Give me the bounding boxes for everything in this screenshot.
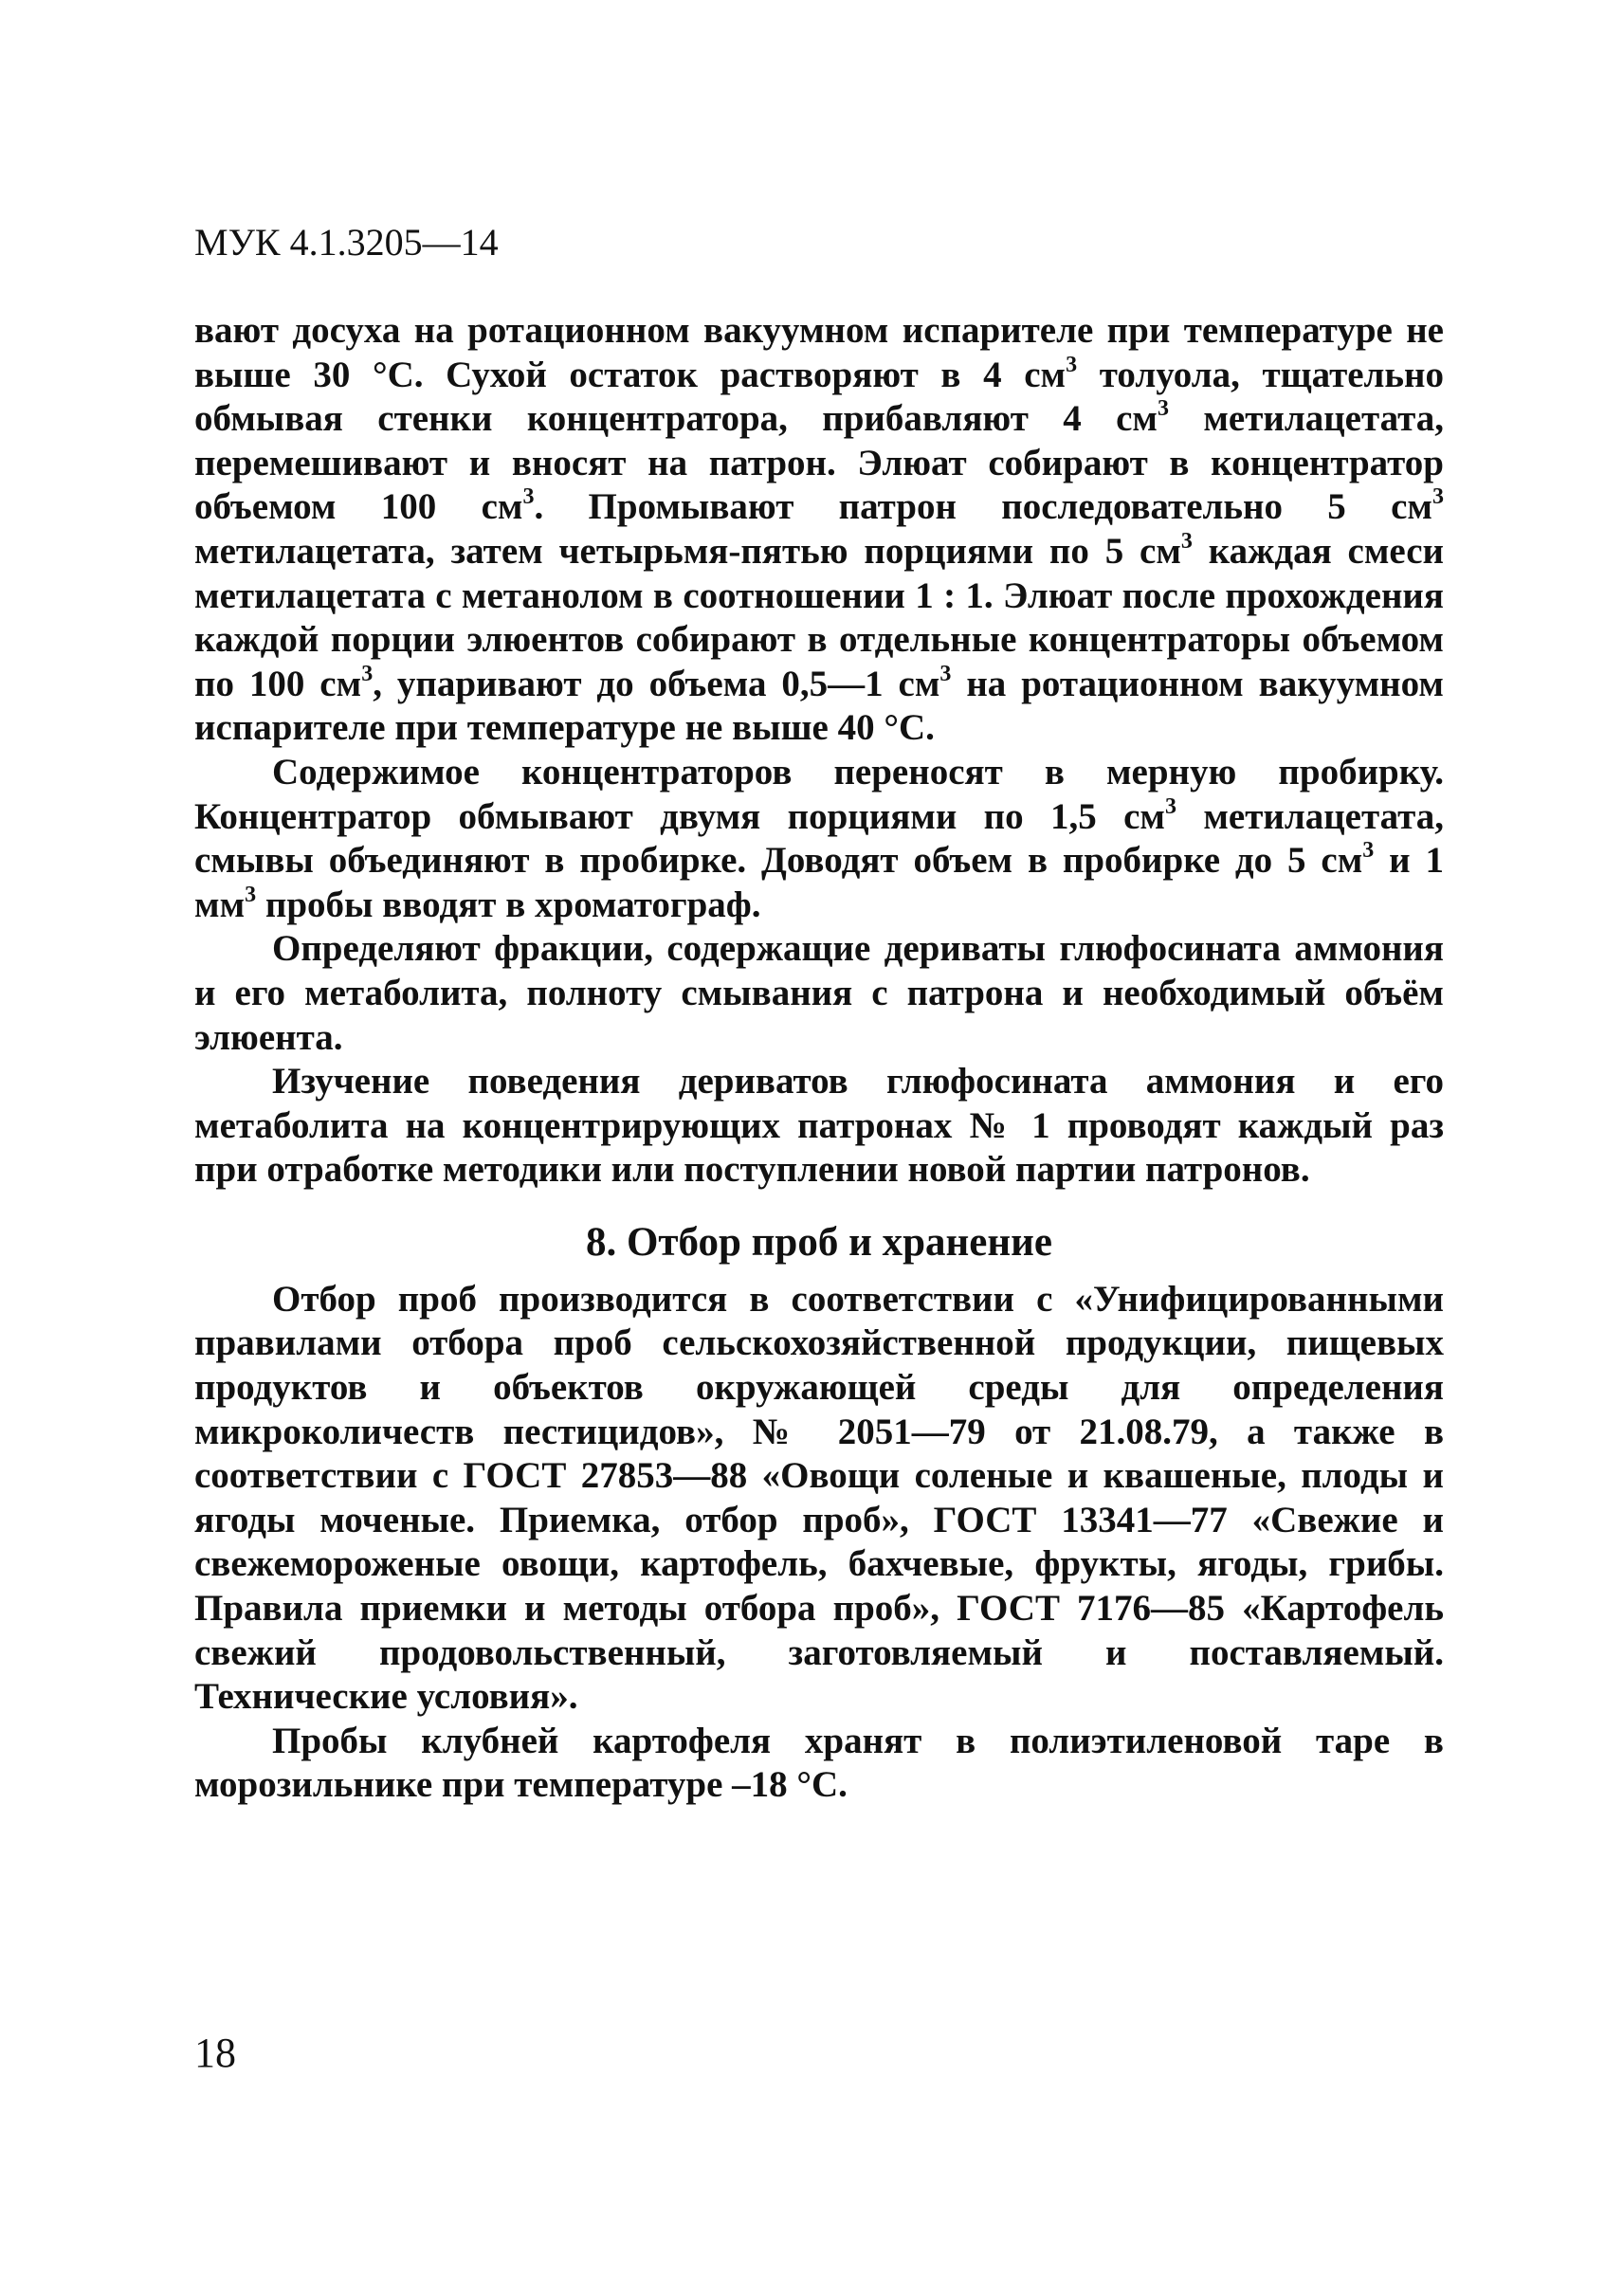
- superscript: 3: [361, 661, 374, 686]
- paragraph-cartridge-study: Изучение поведения дериватов глюфосината аммония и его метаболита на концентрирующих патронах № 1 проводят каждый раз при отработке методики или поступлении новой партии патронов.: [194, 1061, 1444, 1191]
- paragraph-fraction-determination: Определяют фракции, содержащие дериваты глюфосината аммония и его метаболита, полноту смывания с патрона и необходимый объём элюента.: [194, 928, 1444, 1058]
- text-fragment: метилацетата, смывы объединяют в пробирке. Доводят объем в пробирке до 5 см: [194, 795, 1445, 882]
- text-fragment: Содержимое концентраторов переносят в мерную пробирку. Концентратор обмывают двумя порциями по 1,5 см: [194, 751, 1444, 837]
- superscript: 3: [1157, 396, 1169, 422]
- text-fragment: метилацетата, затем четырьмя-пятью порциями по 5 см: [194, 530, 1181, 572]
- text-fragment: , упаривают до объема 0,5—1 см: [373, 663, 940, 704]
- paragraph-concentration-procedure: [194, 309, 1444, 751]
- paragraph-storage: Пробы клубней картофеля хранят в полиэтиленовой таре в морозильнике при температуре –18 °С.: [194, 1720, 1444, 1806]
- paragraph-sampling-rules: Отбор проб производится в соответствии с «Унифицированными правилами отбора проб сельскохозяйственной продукции, пищевых продуктов и объектов окружающей среды для определения микроколичеств пестицидов», № 2051—79 от 21.08.79, а также в соответствии с ГОСТ 27853—88 «Овощи соленые и квашеные, плоды и ягоды моченые. Приемка, отбор проб», ГОСТ 13341—77 «Свежие и свежемороженые овощи, картофель, бахчевые, фрукты, ягоды, грибы. Правила приемки и методы отбора проб», ГОСТ 7176—85 «Картофель свежий продовольственный, заготовляемый и поставляемый. Технические условия».: [194, 1278, 1444, 1718]
- document-code-header: МУК 4.1.3205—14: [194, 221, 499, 264]
- text-fragment: на ротационном вакуумном испарителе при температуре не выше 40 °С.: [194, 663, 1444, 749]
- section-title-sampling: 8. Отбор проб и хранение: [585, 1219, 1053, 1265]
- text-fragment: . Промывают патрон последовательно 5 см: [534, 486, 1432, 528]
- page-number: 18: [194, 2030, 236, 2076]
- superscript: 3: [1180, 528, 1193, 554]
- text-fragment: метилацетата, перемешивают и вносят на патрон. Элюат собирают в концентратор объемом 100 см: [194, 398, 1445, 528]
- text-fragment: вают досуха на ротационном вакуумном испарителе при температуре не выше 30 °С. Сухой остаток растворяют в 4 см: [194, 310, 1444, 395]
- superscript: 3: [245, 882, 257, 907]
- text-fragment: толуола, тщательно обмывая стенки концентратора, прибавляют 4 см: [194, 354, 1445, 440]
- superscript: 3: [1066, 352, 1078, 377]
- superscript: 3: [1362, 838, 1375, 864]
- superscript: 3: [1432, 484, 1444, 510]
- superscript: 3: [1164, 793, 1176, 819]
- superscript: 3: [939, 661, 952, 686]
- text-fragment: пробы вводят в хроматограф.: [256, 884, 761, 925]
- text-fragment: каждая смеси метилацетата с метанолом в соотношении 1 : 1. Элюат после прохождения каждой порции элюентов собирают в отдельные концентраторы объемом по 100 см: [194, 530, 1444, 704]
- body-text: [194, 309, 1444, 1808]
- paragraph-transfer-to-tube: [194, 751, 1444, 927]
- superscript: 3: [522, 484, 535, 510]
- text-fragment: и 1 мм: [194, 840, 1444, 925]
